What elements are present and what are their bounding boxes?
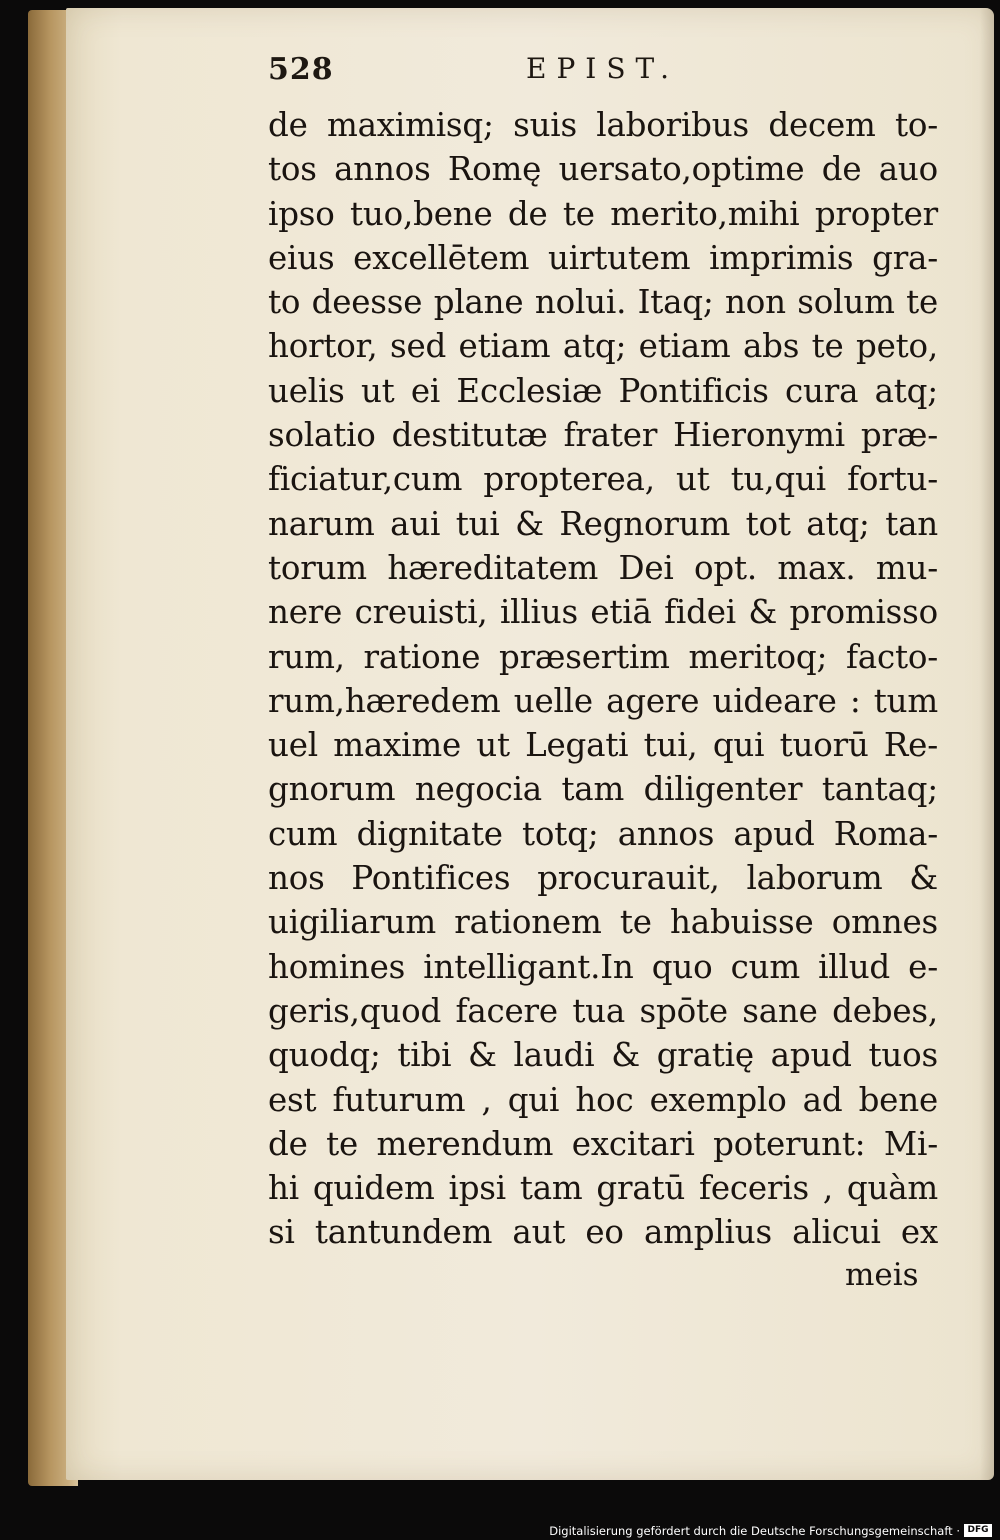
text-line: rum,hæredem uelle agere uideare : tum xyxy=(268,681,938,720)
credit-bar xyxy=(0,1522,1000,1540)
text-line: solatio destitutæ frater Hieronymi præ- xyxy=(268,416,938,455)
funding-credit: Digitalisierung gefördert durch die Deutsche Forschungsgemeinschaft · xyxy=(549,1524,960,1538)
text-line: de maximisq; suis laboribus decem to- xyxy=(268,106,938,144)
text-line: torum hæreditatem Dei opt. max. mu- xyxy=(268,548,938,587)
text-line: ipso tuo,bene de te merito,mihi propter xyxy=(268,194,938,233)
text-line: uigiliarum rationem te habuisse omnes xyxy=(268,903,938,942)
text-line: gnorum negocia tam diligenter tantaq; xyxy=(268,770,938,809)
text-line: quodq; tibi & laudi & gratię apud tuos xyxy=(268,1036,938,1075)
text-line: est futurum , qui hoc exemplo ad bene xyxy=(268,1080,938,1119)
text-line: hortor, sed etiam atq; etiam abs te peto, xyxy=(268,327,938,366)
text-line: tos annos Romę uersato,optime de auo xyxy=(268,150,938,189)
running-title: EPIST. xyxy=(526,52,679,85)
text-line: ficiatur,cum propterea, ut tu,qui fortu- xyxy=(268,460,938,499)
catchword: meis xyxy=(845,1257,919,1293)
text-line: homines intelligant.In quo cum illud e- xyxy=(268,947,938,986)
dfg-logo-icon: DFG xyxy=(964,1524,992,1537)
text-line: eius excellētem uirtutem imprimis gra- xyxy=(268,238,938,277)
page-number: 528 xyxy=(268,52,334,87)
text-line: geris,quod facere tua spōte sane debes, xyxy=(268,991,938,1030)
text-line: nere creuisti, illius etiā fidei & promisso xyxy=(268,593,938,632)
text-line: uel maxime ut Legati tui, qui tuorū Re- xyxy=(268,726,938,765)
text-line: si tantundem aut eo amplius alicui ex xyxy=(268,1213,938,1252)
text-line: to deesse plane nolui. Itaq; non solum te xyxy=(268,283,938,322)
running-head xyxy=(268,52,868,92)
text-line: uelis ut ei Ecclesiæ Pontificis cura atq; xyxy=(268,371,938,410)
text-line: de te merendum excitari poterunt: Mi- xyxy=(268,1124,938,1163)
text-block xyxy=(268,103,938,1255)
text-line: rum, ratione præsertim meritoq; facto- xyxy=(268,637,938,676)
text-line: cum dignitate totq; annos apud Roma- xyxy=(268,814,938,853)
text-line: hi quidem ipsi tam gratū feceris , quàm xyxy=(268,1169,938,1208)
page-shadow xyxy=(980,8,994,1480)
text-line: nos Pontifices procurauit, laborum & xyxy=(268,859,938,898)
text-line: narum aui tui & Regnorum tot atq; tan xyxy=(268,504,938,543)
